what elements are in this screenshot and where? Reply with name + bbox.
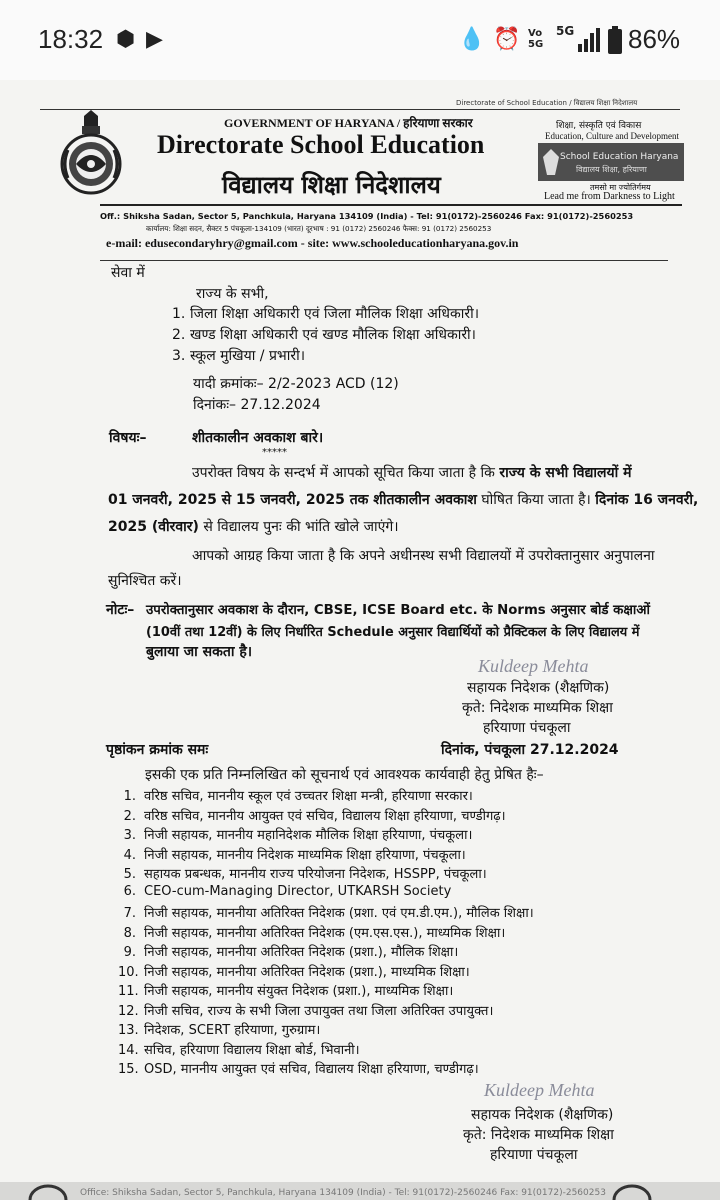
header-rule <box>100 204 682 206</box>
list-item <box>118 825 472 843</box>
footer-emblem-right-icon <box>612 1184 652 1200</box>
list-text: स्कूल मुखिया / प्रभारी। <box>190 348 306 364</box>
list-item <box>172 325 476 344</box>
endorsement-date: दिनांक, पंचकूला 27.12.2024 <box>441 742 619 758</box>
list-text: जिला शिक्षा अधिकारी एवं जिला मौलिक शिक्षा अधिकारी। <box>190 306 480 322</box>
signature-2: Kuldeep Mehta <box>484 1080 595 1100</box>
letter-page <box>0 80 720 1200</box>
office-address-hindi: कार्यालय: शिक्षा सदन, सैक्टर 5 पंचकूला-134109 (भारत) दूरभाष : 91 (0172) 2560246 फैक्स: 91 (0172) 2560253 <box>146 224 492 233</box>
subject-label: विषयः– <box>109 430 147 446</box>
network-5g-label: 5G <box>556 24 575 38</box>
header-top-rule <box>40 109 680 110</box>
footer-emblem-icon <box>28 1184 68 1200</box>
reference-number: यादी क्रमांकः– 2/2-2023 ACD (12) <box>193 376 399 392</box>
stars-separator: ***** <box>262 447 287 458</box>
note-line3: बुलाया जा सकता है। <box>146 644 253 660</box>
list-text: निजी सहायक, माननीया अतिरिक्त निदेशक (प्रशा.), माध्यमिक शिक्षा। <box>144 964 470 980</box>
list-text: खण्ड शिक्षा अधिकारी एवं खण्ड मौलिक शिक्षा अधिकारी। <box>190 327 476 343</box>
list-number: 9. <box>123 945 136 960</box>
signatory2-for: कृते: निदेशक माध्यमिक शिक्षा <box>463 1127 614 1143</box>
list-item <box>118 786 473 804</box>
status-bar <box>0 0 720 80</box>
haryana-emblem-icon <box>58 110 124 198</box>
endorsement-label: पृष्ठांकन क्रमांक समः <box>106 742 209 758</box>
list-number: 12. <box>118 1003 139 1019</box>
list-number: 1. <box>172 306 186 322</box>
list-text: वरिष्ठ सचिव, माननीय आयुक्त एवं सचिव, विद्यालय शिक्षा हरियाणा, चण्डीगढ़। <box>144 808 506 824</box>
footer-text: Office: Shiksha Sadan, Sector 5, Panchkula, Haryana 134109 (India) - Tel: 91(0172)-2560246 Fax: 91(0172)-2560253 <box>80 1188 606 1198</box>
gov-label: GOVERNMENT OF HARYANA / हरियाणा सरकार <box>224 116 473 130</box>
list-item <box>118 981 453 999</box>
copy-intro: इसकी एक प्रति निम्नलिखित को सूचनार्थ एवं आवश्यक कार्यवाही हेतु प्रेषित हैः– <box>145 767 544 783</box>
signature: Kuldeep Mehta <box>478 656 589 676</box>
list-text: सचिव, हरियाणा विद्यालय शिक्षा बोर्ड, भिवानी। <box>144 1042 360 1058</box>
list-text: निदेशक, SCERT हरियाणा, गुरुग्राम। <box>144 1023 321 1038</box>
subject-text: शीतकालीन अवकाश बारे। <box>192 430 324 446</box>
list-text: CEO-cum-Managing Director, UTKARSH Society <box>144 883 452 899</box>
list-item <box>118 806 506 824</box>
water-drop-icon: 💧 <box>458 27 486 52</box>
list-text: निजी सहायक, माननीय निदेशक माध्यमिक शिक्षा हरियाणा, पंचकूला। <box>144 847 466 863</box>
top-note: Directorate of School Education / विद्यालय शिक्षा निदेशालय <box>456 99 638 107</box>
list-number: 14. <box>118 1042 139 1058</box>
volte-indicator: Vo 5G <box>528 28 544 50</box>
to-label: सेवा में <box>111 265 145 281</box>
signatory2-title: सहायक निदेशक (शैक्षणिक) <box>471 1107 614 1123</box>
list-number: 4. <box>123 847 136 863</box>
cast-icon: ⬢ <box>116 27 136 52</box>
list-item <box>172 304 479 323</box>
list-item <box>118 923 505 941</box>
list-item <box>172 346 305 365</box>
to-line: राज्य के सभी, <box>196 286 269 302</box>
signal-icon <box>578 28 600 52</box>
list-number: 7. <box>123 906 136 921</box>
note-label: नोटः– <box>106 602 135 618</box>
list-item <box>118 845 466 863</box>
header-bottom-rule <box>100 260 668 261</box>
signatory2-place: हरियाणा पंचकूला <box>490 1147 578 1163</box>
list-number: 2. <box>123 808 136 824</box>
right-tagline-hindi: शिक्षा, संस्कृति एवं विकास <box>556 121 642 131</box>
note-line1: उपरोक्तानुसार अवकाश के दौरान, CBSE, ICSE Board etc. के Norms अनुसार बोर्ड कक्षाओं <box>146 603 650 618</box>
office-address: Off.: Shiksha Sadan, Sector 5, Panchkula, Haryana 134109 (India) - Tel: 91(0172)-2560246 Fax: 91(0172)-2560253 <box>100 211 634 221</box>
directorate-title-hindi: विद्यालय शिक्षा निदेशालय <box>222 171 441 199</box>
list-number: 1. <box>123 789 136 804</box>
list-text: निजी सहायक, माननीया अतिरिक्त निदेशक (एम.एस.एस.), माध्यमिक शिक्षा। <box>144 925 506 941</box>
list-number: 6. <box>123 883 136 899</box>
signatory-place: हरियाणा पंचकूला <box>483 720 571 736</box>
list-item <box>118 1020 320 1038</box>
list-text: निजी सहायक, माननीय महानिदेशक मौलिक शिक्षा हरियाणा, पंचकूला। <box>144 828 473 843</box>
list-text: निजी सचिव, राज्य के सभी जिला उपायुक्त तथा जिला अतिरिक्त उपायुक्त। <box>144 1003 494 1019</box>
right-tagline-en: Education, Culture and Development <box>545 131 679 141</box>
clock: 18:32 <box>38 24 104 54</box>
list-number: 2. <box>172 327 186 343</box>
battery-icon <box>608 26 622 54</box>
email-site-line: e-mail: edusecondaryhry@gmail.com - site: www.schooleducationharyana.gov.in <box>106 236 519 250</box>
para2-line2: सुनिश्चित करें। <box>108 573 182 589</box>
directorate-title: Directorate School Education <box>157 130 485 159</box>
list-item <box>118 942 458 960</box>
school-education-badge: School Education Haryana विद्यालय शिक्षा, हरियाणा <box>538 143 684 181</box>
list-number: 8. <box>123 925 136 941</box>
badge-logo-icon <box>543 149 559 175</box>
list-item <box>118 1001 493 1019</box>
motto-en: Lead me from Darkness to Light <box>544 191 675 202</box>
list-item <box>118 864 487 882</box>
letter-date: दिनांकः– 27.12.2024 <box>193 397 321 413</box>
list-number: 5. <box>123 867 136 882</box>
list-item <box>118 962 470 980</box>
list-number: 15. <box>118 1062 139 1077</box>
para1-line2: 01 जनवरी, 2025 से 15 जनवरी, 2025 तक शीतकालीन अवकाश घोषित किया जाता है। दिनांक 16 जनवरी, <box>108 492 699 508</box>
list-number: 11. <box>118 984 139 999</box>
battery-percent: 86% <box>628 24 681 54</box>
motto-hindi: तमसो मा ज्योतिर्गमय <box>590 183 651 192</box>
list-number: 13. <box>118 1023 139 1038</box>
list-text: निजी सहायक, माननीया अतिरिक्त निदेशक (प्रशा. एवं एम.डी.एम.), मौलिक शिक्षा। <box>144 906 534 921</box>
signatory-title: सहायक निदेशक (शैक्षणिक) <box>467 680 610 696</box>
signatory-for: कृते: निदेशक माध्यमिक शिक्षा <box>462 700 613 716</box>
para1-line1: उपरोक्त विषय के सन्दर्भ में आपको सूचित किया जाता है कि राज्य के सभी विद्यालयों में <box>192 465 632 481</box>
list-text: OSD, माननीय आयुक्त एवं सचिव, विद्यालय शिक्षा हरियाणा, चण्डीगढ़। <box>144 1062 479 1077</box>
list-item <box>118 903 534 921</box>
list-item <box>118 1040 360 1058</box>
para1-line3: 2025 (वीरवार) से विद्यालय पुनः की भांति खोले जाएंगे। <box>108 519 399 535</box>
list-text: निजी सहायक, माननीय संयुक्त निदेशक (प्रशा.), माध्यमिक शिक्षा। <box>144 984 454 999</box>
alarm-icon: ⏰ <box>493 27 521 52</box>
list-number: 3. <box>172 348 186 364</box>
note-line2: (10वीं तथा 12वीं) के लिए निर्धारित Schedule अनुसार विद्यार्थियों को प्रैक्टिकल के लिए विद्यालय में <box>146 625 640 640</box>
list-text: सहायक प्रबन्धक, माननीय राज्य परियोजना निदेशक, HSSPP, पंचकूला। <box>144 867 487 882</box>
page-footer <box>0 1182 720 1200</box>
para2-line1: आपको आग्रह किया जाता है कि अपने अधीनस्थ सभी विद्यालयों में उपरोक्तानुसार अनुपालना <box>192 548 655 564</box>
list-text: निजी सहायक, माननीया अतिरिक्त निदेशक (प्रशा.), मौलिक शिक्षा। <box>144 945 459 960</box>
list-text: वरिष्ठ सचिव, माननीय स्कूल एवं उच्चतर शिक्षा मन्त्री, हरियाणा सरकार। <box>144 789 473 804</box>
list-item <box>118 884 451 899</box>
list-number: 3. <box>123 828 136 843</box>
list-item <box>118 1059 479 1077</box>
youtube-icon: ▶ <box>146 27 163 52</box>
list-number: 10. <box>118 964 139 980</box>
